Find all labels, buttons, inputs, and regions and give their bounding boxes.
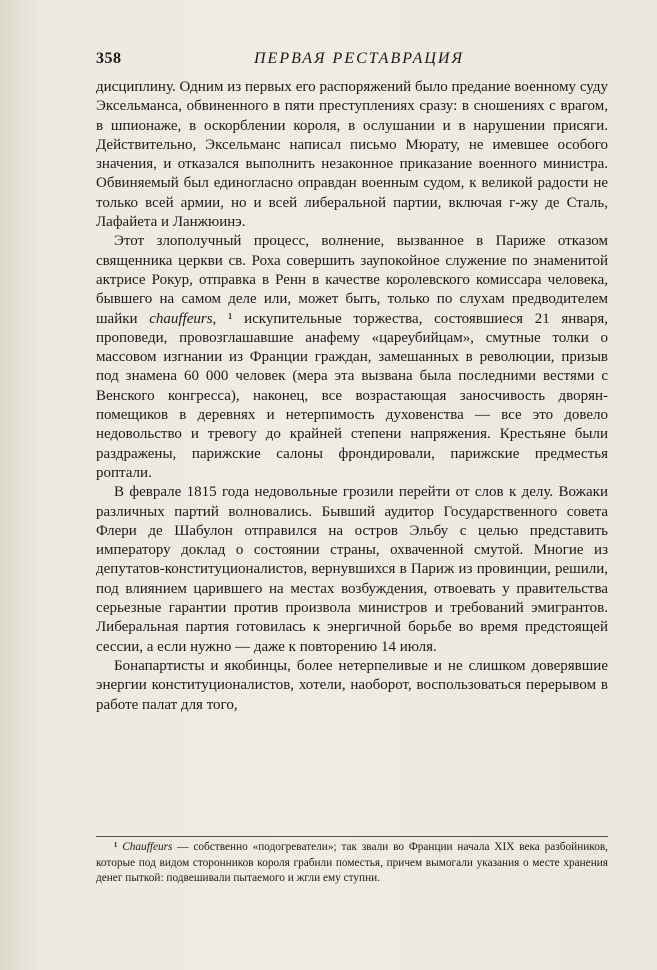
page-number: 358 [96,50,122,67]
paragraph-1: дисциплину. Одним из первых его распоряжений было предание военному суду Эксельманса, обвиненного в пяти преступлениях сразу: в сношениях с врагом, в шпионаже, в оскорблении короля, в ослушании и в нарушении присяги. Действительно, Эксельманс написал письмо Мюрату, не имевшее особого значения, и отказался выполнить незаконное приказание военного министра. Обвиняемый был единогласно оправдан военным судом, к великой радости не только всей армии, но и всей либеральной партии, включая г-жу де Сталь, Лафайета и Ланжюинэ. [96,79,608,231]
paragraph-3: В феврале 1815 года недовольные грозили перейти от слов к делу. Вожаки различных партий волновались. Бывший аудитор Государственного совета Флери де Шабулон отправился на остров Эльбу с целью представить императору доклад о состоянии страны, охваченной смутой. Многие из депутатов-конституционалистов, вернувшихся в Париж из провинции, решили, под влиянием царившего на местах возбуждения, отвоевать у правительства серьезные гарантии против произвола министров и требований эмигрантов. Либеральная партия готовилась к энергичной борьбе во время предстоящей сессии, а если нужно — даже к повторению 14 июля. [96,484,608,655]
body-text [96,78,608,715]
inline-term: chauffeurs [149,310,213,327]
running-title: ПЕРВАЯ РЕСТАВРАЦИЯ [254,50,464,67]
footnote-marker: ¹ [114,841,118,853]
footnote-term: Chauffeurs [122,841,173,853]
footnote-divider [96,836,608,837]
paragraph-2: Этот злополучный процесс, волнение, вызванное в Париже отказом священника церкви св. Роха совершить заупокойное служение по знаменитой актрисе Рокур, отправка в Ренн в качестве королевского комиссара человека, бывшего на самом деле или, может быть, только по слухам предводителем шайки chauffeurs, ¹ искупительные торжества, состоявшиеся 21 января, проповеди, провозглашавшие анафему «цареубийцам», смутные толки о массовом изгнании из Франции граждан, замешанных в революции, призыв под знамена 60 000 человек (мера эта вызвана была последними вестями с Венского конгресса), наконец, все возрастающая заносчивость дворян-помещиков в деревнях и нетерпимость духовенства — все это довело недовольство и тревогу до крайней степени напряжения. Крестьяне были раздражены, парижские салоны фрондировали, парижские предместья роптали. [96,233,608,481]
paragraph-4: Бонапартисты и якобинцы, более нетерпеливые и не слишком доверявшие энергии конституционалистов, хотели, наоборот, воспользоваться перерывом в работе палат для того, [96,657,608,713]
footnote [96,840,608,887]
page-header [96,50,608,74]
footnote-text: — собственно «подогреватели»; так звали во Франции начала XIX века разбойников, которые под видом сторонников короля грабили поместья, причем вымогали указания о месте хранения денег пыткой: подвешивали пытаемого и жгли ему ступни. [96,841,609,884]
